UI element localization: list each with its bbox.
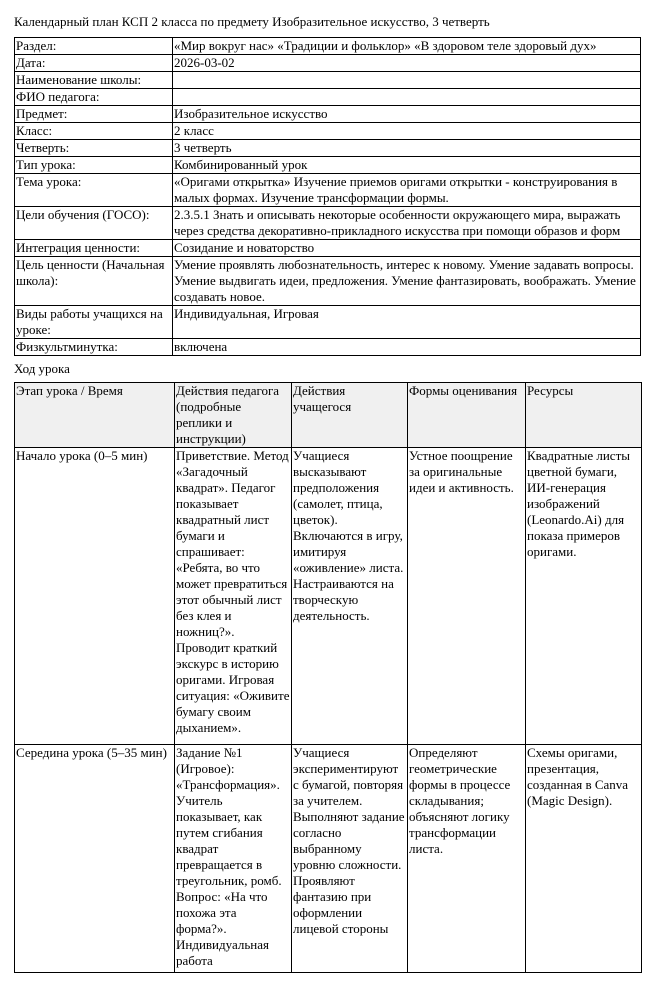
resources-cell: Схемы оригами, презентация, созданная в Canva (Magic Design).	[526, 745, 642, 973]
document-title: Календарный план КСП 2 класса по предмету Изобразительное искусство, 3 четверть	[14, 14, 490, 29]
info-row-date	[15, 55, 641, 72]
info-value: Созидание и новаторство	[173, 240, 641, 257]
section-label-lesson-flow: Ход урока	[14, 361, 70, 376]
info-row-objectives	[15, 207, 641, 240]
table-row	[15, 448, 642, 745]
info-key: Цель ценности (Начальная школа):	[15, 257, 173, 306]
info-value: Комбинированный урок	[173, 157, 641, 174]
info-key: Физкультминутка:	[15, 339, 173, 356]
info-key: ФИО педагога:	[15, 89, 173, 106]
table-row	[15, 745, 642, 973]
info-row-work-types	[15, 306, 641, 339]
info-value: Изобразительное искусство	[173, 106, 641, 123]
column-header: Этап урока / Время	[15, 383, 175, 448]
info-row-lesson-type	[15, 157, 641, 174]
info-key: Цели обучения (ГОСО):	[15, 207, 173, 240]
column-header: Формы оценивания	[408, 383, 526, 448]
info-value: включена	[173, 339, 641, 356]
lesson-info-table	[14, 37, 641, 356]
info-row-school	[15, 72, 641, 89]
info-row-value-integration	[15, 240, 641, 257]
info-value	[173, 89, 641, 106]
info-value: «Оригами открытка» Изучение приемов оригами открытки - конструирования в малых формах. Изучение трансформации формы.	[173, 174, 641, 207]
assessment-cell: Устное поощрение за оригинальные идеи и активность.	[408, 448, 526, 745]
info-value: Индивидуальная, Игровая	[173, 306, 641, 339]
info-value: «Мир вокруг нас» «Традиции и фольклор» «В здоровом теле здоровый дух»	[173, 38, 641, 55]
teacher-actions-cell: Приветствие. Метод «Загадочный квадрат». Педагог показывает квадратный лист бумаги и спрашивает: «Ребята, во что может превратиться этот обычный лист без клея и ножниц?». Проводит краткий экскурс в историю оригами. Игровая ситуация: «Оживите бумагу своим дыханием».	[175, 448, 292, 745]
info-value	[173, 72, 641, 89]
info-key: Тип урока:	[15, 157, 173, 174]
info-key: Тема урока:	[15, 174, 173, 207]
stage-cell: Середина урока (5–35 мин)	[15, 745, 175, 973]
info-key: Дата:	[15, 55, 173, 72]
info-row-teacher	[15, 89, 641, 106]
teacher-actions-cell: Задание №1 (Игровое): «Трансформация». Учитель показывает, как путем сгибания квадрат превращается в треугольник, ромб. Вопрос: «На что похожа эта форма?». Индивидуальная работа	[175, 745, 292, 973]
info-key: Наименование школы:	[15, 72, 173, 89]
student-actions-cell: Учащиеся экспериментируют с бумагой, повторяя за учителем. Выполняют задание согласно выбранному уровню сложности. Проявляют фантазию при оформлении лицевой стороны	[292, 745, 408, 973]
lesson-header-row	[15, 383, 642, 448]
info-row-quarter	[15, 140, 641, 157]
info-row-topic	[15, 174, 641, 207]
info-row-subject	[15, 106, 641, 123]
column-header: Действия педагога (подробные реплики и инструкции)	[175, 383, 292, 448]
student-actions-cell: Учащиеся высказывают предположения (самолет, птица, цветок). Включаются в игру, имитируя «оживление» листа. Настраиваются на творческую деятельность.	[292, 448, 408, 745]
info-value: 3 четверть	[173, 140, 641, 157]
info-key: Четверть:	[15, 140, 173, 157]
info-key: Интеграция ценности:	[15, 240, 173, 257]
info-value: 2.3.5.1 Знать и описывать некоторые особенности окружающего мира, выражать через средства декоративно-прикладного искусства при помощи образов и форм	[173, 207, 641, 240]
stage-cell: Начало урока (0–5 мин)	[15, 448, 175, 745]
info-value: 2026-03-02	[173, 55, 641, 72]
assessment-cell: Определяют геометрические формы в процессе складывания; объясняют логику трансформации листа.	[408, 745, 526, 973]
info-key: Раздел:	[15, 38, 173, 55]
info-key: Виды работы учащихся на уроке:	[15, 306, 173, 339]
info-value: 2 класс	[173, 123, 641, 140]
info-key: Предмет:	[15, 106, 173, 123]
info-row-physical-break	[15, 339, 641, 356]
column-header: Действия учащегося	[292, 383, 408, 448]
info-row-value-goal	[15, 257, 641, 306]
column-header: Ресурсы	[526, 383, 642, 448]
info-row-class	[15, 123, 641, 140]
resources-cell: Квадратные листы цветной бумаги, ИИ-генерация изображений (Leonardo.Ai) для показа примеров оригами.	[526, 448, 642, 745]
info-row-section	[15, 38, 641, 55]
info-value: Умение проявлять любознательность, интерес к новому. Умение задавать вопросы. Умение выдвигать идеи, предложения. Умение фантазировать, воображать. Умение создавать новое.	[173, 257, 641, 306]
info-key: Класс:	[15, 123, 173, 140]
lesson-flow-table	[14, 382, 642, 973]
